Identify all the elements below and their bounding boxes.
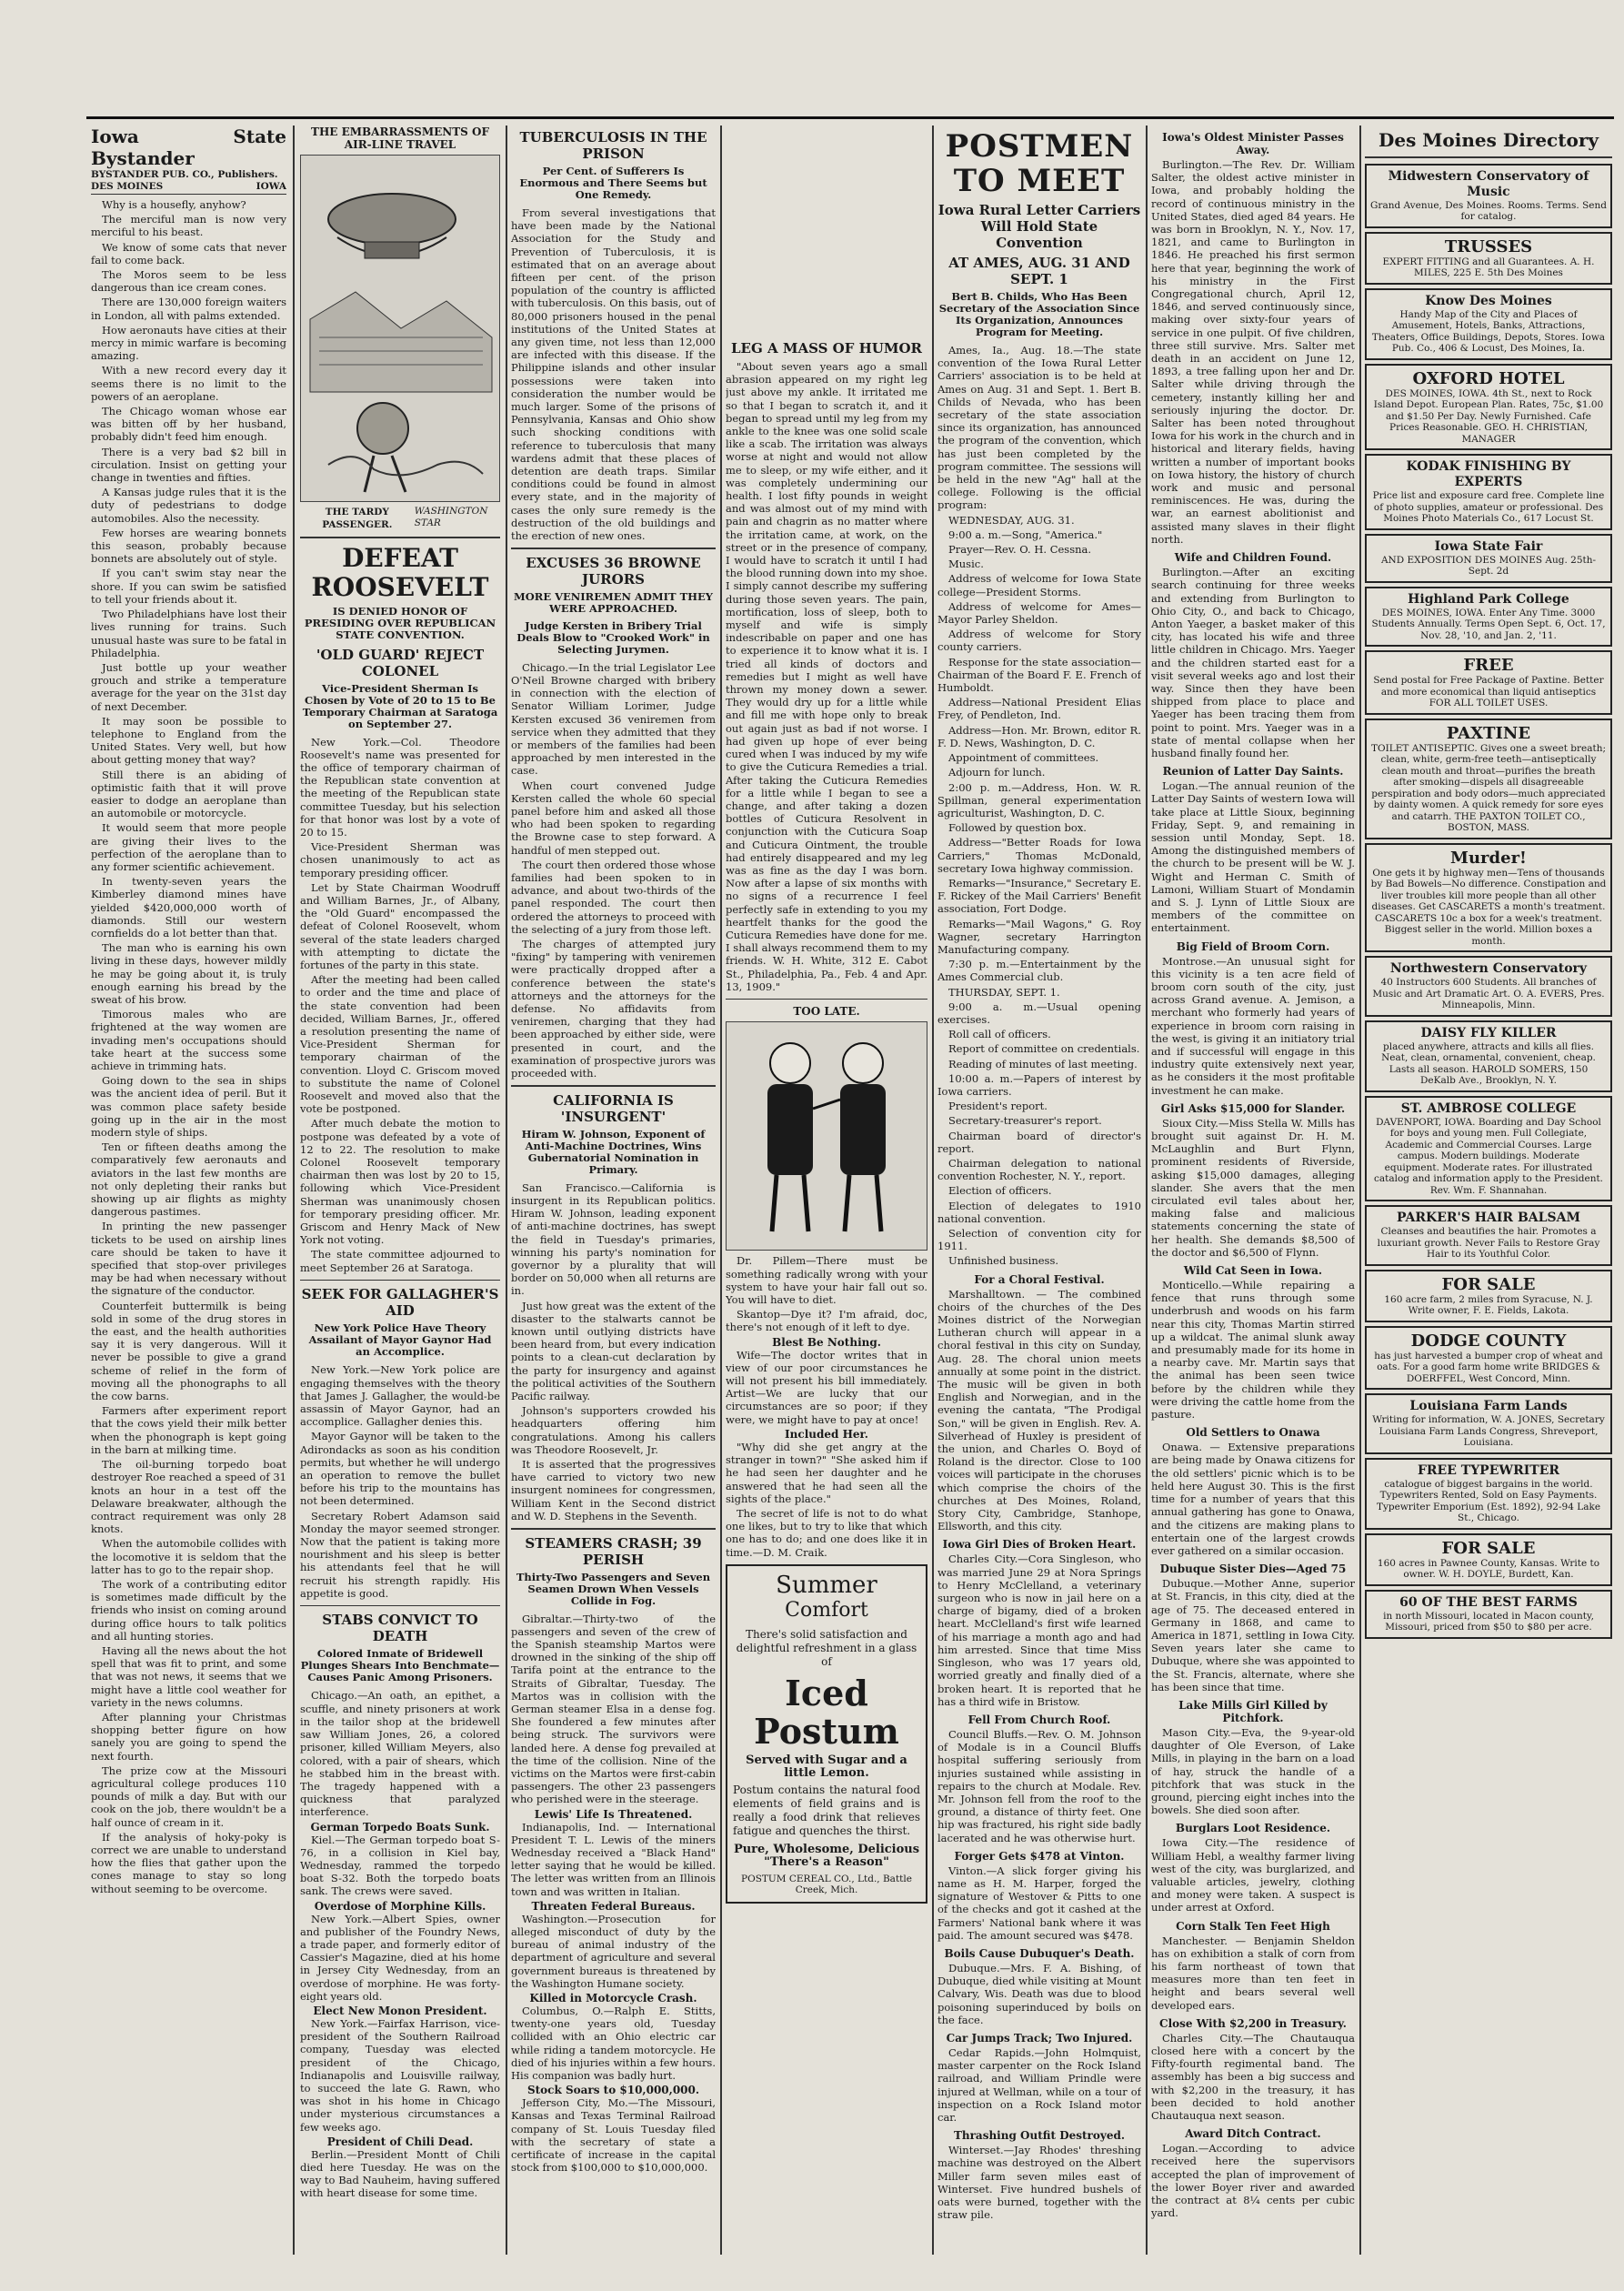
joke-text: "Why did she get angry at the stranger in town?" "She asked him if he had seen her daughter and he answered that he had seen all the sights of the place."	[726, 1440, 927, 1505]
ad-text: 160 acre farm, 2 miles from Syracuse, N. J. Write owner, F. E. Fields, Lakota.	[1384, 1293, 1593, 1316]
paragraph: Chicago.—An oath, an epithet, a scuffle, and ninety prisoners at work in the tailor shop at the bridewell saw William Jones, 26, a colored prisoner, killed William Meyers, also colored, with a pair of shears, which he stabbed him in the breast with. The tragedy happened with a quickness that paralyzed interference.	[300, 1689, 500, 1819]
column-rule	[506, 126, 507, 2255]
ad-text: catalogue of biggest bargains in the world. Typewriters Rented, Sold on Easy Payments. Typewriter Emporium (Est. 1892), 92-94 Lake St., Chicago.	[1376, 1478, 1601, 1523]
paragraph: The prize cow at the Missouri agricultural college produces 110 pounds of milk a day. But with our cook on the job, there wouldn't be a half ounce of cream in it.	[91, 1763, 286, 1829]
paragraph: There are 130,000 foreign waiters in London, all with palms extended.	[91, 296, 286, 322]
deck: Judge Kersten in Bribery Trial Deals Blow to "Crooked Work" in Selecting Jurymen.	[516, 618, 710, 656]
brief-text: Mason City.—Eva, the 9-year-old daughter of Ole Everson, of Lake Mills, in playing in the barn on a load of hay, struck the handle of a pitchfork that was stuck in the ground, piercing eight inches into the bowels. She died soon after.	[1151, 1725, 1355, 1817]
ad-text: 40 Instructors 600 Students. All branches of Music and Art Dramatic Art. O. A. EVERS, Pres. Minneapolis, Minn.	[1372, 977, 1605, 1010]
deck: Iowa Rural Letter Carriers Will Hold State Convention	[937, 202, 1141, 251]
ad-text: DAVENPORT, IOWA. Boarding and Day School for boys and young men. Full Collegiate, Academic and Commercial Courses. Large campus. Modern buildings. Moderate equipment. Moderate rates. For illustrated catalog and information apply to the President. Rev. Wm. F. Shannahan.	[1373, 1116, 1604, 1196]
brief-text: Burlington.—After an exciting search continuing for three weeks and extending from Burlington to Ohio City, O., and back to Chicago, Anton Yaeger, a basket maker of this city, has located his wife and three little children in Chicago. Mrs. Yaeger and the children started east for a visit several weeks ago and lost their way. Since then they have been shipped from place to place and Yaeger has been tracing them from point to point. Mrs. Yaeger was in a state of mental collapse when her husband finally found her.	[1151, 566, 1355, 759]
masthead: Iowa State Bystander	[91, 126, 286, 169]
brief-text: Columbus, O.—Ralph E. Stitts, twenty-one years old, Tuesday collided with an Ohio electric car while riding a tandem motorcycle. He died of his injuries within a few hours. His companion was badly hurt.	[511, 2005, 716, 2083]
brief-text: Iowa City.—The residence of William Hebl, a wealthy farmer living west of the city, was burglarized, and valuable articles, jewelry, clothing and money were taken. A suspect is under arrest at Oxford.	[1151, 1836, 1355, 1914]
paragraph: Still there is an abiding of optimistic faith that it will prove easier to dodge an aeroplane than an automobile or motorcycle.	[91, 768, 286, 820]
headline-leg-humor: LEG A MASS OF HUMOR	[731, 340, 922, 357]
paragraph: A Kansas judge rules that it is the duty of pedestrians to dodge automobiles. Also the necessity.	[91, 486, 286, 525]
paragraph: 2:00 p. m.—Address, Hon. W. R. Spillman, general experimentation agriculturist, Washington, D. C.	[937, 780, 1141, 819]
brief-text: Vinton.—A slick forger giving his name as H. M. Harper, forged the signature of Westover & Pitts to one of the checks and got it cashed at the Farmers' National bank where it was paid. The amount secured was $478.	[937, 1864, 1141, 1942]
paragraph: Election of officers.	[948, 1184, 1052, 1198]
paragraph: The court then ordered those whose families had been spoken to in advance, and about two-thirds of the panel responded. The court then ordered the attorneys to proceed with the selecting of a jury from those left.	[511, 858, 716, 936]
paragraph: Reading of minutes of last meeting.	[948, 1057, 1138, 1070]
directory-ads	[1365, 164, 1612, 1639]
paragraph: 10:00 a. m.—Papers of interest by Iowa carriers.	[937, 1071, 1141, 1098]
paragraph: The Moros seem to be less dangerous than ice cream cones.	[91, 268, 286, 295]
brief-head: Overdose of Morphine Kills.	[314, 1899, 486, 1913]
brief-head: Iowa's Oldest Minister Passes Away.	[1162, 131, 1344, 156]
column-five	[937, 126, 1141, 2255]
deck: Thirty-Two Passengers and Seven Seamen Drown When Vessels Collide in Fog.	[516, 1570, 711, 1607]
paragraph: President's report.	[948, 1100, 1048, 1113]
paragraph: Timorous males who are frightened at the way women are invading men's occupations should take heart at the success some achieve in trimming hats.	[91, 1008, 286, 1072]
joke-text: Wife—The doctor writes that in view of our poor circumstances he will not present his bill immediately. Artist—We are lucky that our circumstances are so poor; if they were, we might have to pay at once!	[726, 1348, 927, 1426]
paragraph: Just bottle up your weather grouch and strike a temperature average for the year on the 31st day of next December.	[91, 660, 286, 713]
directory-ad	[1365, 1533, 1612, 1586]
paragraph: Followed by question box.	[948, 821, 1087, 835]
paragraph: 9:00 a. m.—Usual opening exercises.	[937, 1000, 1141, 1026]
paragraph: Election of delegates to 1910 national convention.	[937, 1199, 1141, 1225]
ad-text: in north Missouri, located in Macon county, Missouri, priced from $50 to $80 per acre.	[1383, 1610, 1594, 1633]
ad-text: 160 acres in Pawnee County, Kansas. Write to owner. W. H. DOYLE, Burdett, Kan.	[1377, 1557, 1600, 1580]
paragraph: When the automobile collides with the locomotive it is seldom that the latter has to go to the repair shop.	[91, 1537, 286, 1576]
paragraph: Address of welcome for Story county carriers.	[937, 628, 1141, 654]
directory-ad	[1365, 1205, 1612, 1266]
paragraph: How aeronauts have cities at their mercy in mimic warfare is becoming amazing.	[91, 323, 286, 363]
subhead: 'OLD GUARD' REJECT COLONEL	[316, 646, 485, 679]
brief-text: Council Bluffs.—Rev. O. M. Johnson of Modale is in a Council Bluffs hospital suffering seriously from injuries sustained while assisting in repairs to the church at Modale. Rev. Mr. Johnson fell from the roof to the ground, a distance of thirty feet. One hip was fractured, his right side badly lacerated and he was otherwise hurt.	[937, 1727, 1141, 1844]
ad-text: placed anywhere, attracts and kills all flies. Neat, clean, ornamental, convenient, cheap. Lasts all season. HAROLD SOMERS, 150 DeKalb Ave., Brooklyn, N. Y.	[1381, 1040, 1596, 1086]
ad-heading: 60 OF THE BEST FARMS	[1399, 1594, 1578, 1610]
headline-california: CALIFORNIA IS 'INSURGENT'	[553, 1091, 674, 1125]
brief-head: Corn Stalk Ten Feet High	[1176, 1919, 1330, 1933]
article-body: From several investigations that have been made by the National Association for the Study and Prevention of Tuberculosis, it is estimated that on an average about fifteen per cent. of the prison population of the country is afflicted with tuberculosis. On this basis, out of 80,000 prisoners housed in the penal institutions of the United States at any given time, not less than 12,000 are infected with this disease. If the Philippine islands and other insular possessions were taken into consideration the number would be much larger. Some of the prisons of Pennsylvania, Kansas and Ohio show such shocking conditions with reference to tuberculosis that many wardens admit that these places of detention are death traps. Similar conditions could be found in almost every state, and in the majority of cases the only sure remedy is the destruction of the old buildings and the erection of new ones.	[511, 206, 716, 543]
brief-head: Big Field of Broom Corn.	[1176, 940, 1330, 953]
directory-ad	[1365, 164, 1612, 228]
brief-text: Onawa. — Extensive preparations are being made by Onawa citizens for the old settlers' picnic which is to be held here August 30. This is the first time for a number of years that this annual gathering has gone to Onawa, and the citizens are making plans to entertain one of the largest crowds ever gathered on a similar occasion.	[1151, 1441, 1355, 1557]
column-directory	[1365, 126, 1612, 2255]
paragraph: Farmers after experiment report that the cows yield their milk better when the phonograph is kept going in the barn at milking time.	[91, 1404, 286, 1456]
paragraph: Unfinished business.	[948, 1254, 1059, 1268]
paragraph: THURSDAY, SEPT. 1.	[948, 985, 1060, 999]
ad-text: Handy Map of the City and Places of Amusement, Hotels, Banks, Attractions, Theaters, Office Buildings, Depots, Stores. Iowa Pub. Co., 406 & Locust, Des Moines, Ia.	[1371, 308, 1606, 354]
ad-heading: FOR SALE	[1441, 1274, 1536, 1294]
brief-text: Marshalltown. — The combined choirs of the churches of the Des Moines district of the Norwegian Lutheran church will appear in a choral festival in this city on Sunday, Aug. 28. The choral union meets annually at some point in the district. The music will be given in both English and Norwegian, and in the evening the cantata, "The Prodigal Son," will be given in English. Rev. A. Silverhead of Huxley is president of the union, and Charles O. Boyd of Roland is the director. Close to 100 voices will participate in the choruses which comprise the choirs of the churches at Des Moines, Roland, Story City, Cambridge, Stanhope, Ellsworth, and this city.	[937, 1287, 1141, 1533]
paragraph: Vice-President Sherman was chosen unanimously to act as temporary presiding officer.	[300, 840, 500, 879]
column-three	[511, 126, 716, 2255]
ad-heading: Murder!	[1450, 848, 1527, 868]
paragraph: Response for the state association—Chairman of the Board F. E. French of Humboldt.	[937, 655, 1141, 695]
paragraph: It is asserted that the progressives have carried to victory two new insurgent nominees for congressmen, William Kent in the Second district and W. D. Stephens in the Seventh.	[511, 1458, 716, 1522]
brief-head: President of Chili Dead.	[326, 2135, 474, 2148]
brief-head: Forger Gets $478 at Vinton.	[954, 1849, 1125, 1863]
ad-text: Writing for information, W. A. JONES, Secretary Louisiana Farm Lands Congress, Shreveport, Louisiana.	[1372, 1414, 1605, 1448]
brief-text: Kiel.—The German torpedo boat S-76, in a collision in Kiel bay, Wednesday, rammed the torpedo boat S-32. Both the torpedo boats sank. The crews were saved.	[300, 1833, 500, 1898]
paragraph: Address of welcome for Ames—Mayor Parley Sheldon.	[937, 599, 1141, 627]
paragraph: Adjourn for lunch.	[948, 766, 1046, 779]
paragraph: The man who is earning his own living in these days, however mildly he may be going about it, is truly enough earning his bread by the sweat of his brow.	[91, 941, 286, 1006]
article-body	[511, 1181, 716, 1522]
brief-head: Fell From Church Roof.	[967, 1713, 1111, 1726]
ad-heading: OXFORD HOTEL	[1412, 368, 1565, 388]
brief-head: Close With $2,200 in Treasury.	[1159, 2016, 1347, 2030]
brief-text: Charles City.—Cora Singleson, who was married June 29 at Nora Springs to Henry McClelland, a veterinary surgeon who is now in jail here on a charge of bigamy, died of a broken heart. McClelland's first wife learned of his marriage a month ago and had him arrested. Since that time Miss Singleson, who was 17 years old, worried greatly and finally died of a broken heart. It is reported that he has a third wife in Bristow.	[937, 1552, 1141, 1708]
column-four	[726, 337, 927, 2255]
column-editorial	[91, 126, 286, 2255]
ad-text: TOILET ANTISEPTIC. Gives one a sweet breath; clean, white, germ-free teeth—antiseptically clean mouth and throat—purifies the breath after smoking—dispels all disagreeable perspiration and body odors—much appreciated by dainty women. A quick remedy for sore eyes and catarrh. THE PAXTON TOILET CO., BOSTON, MASS.	[1370, 742, 1606, 833]
brief-head: Stock Soars to $10,000,000.	[526, 2084, 700, 2097]
brief-head: Boils Cause Dubuquer's Death.	[944, 1946, 1135, 1960]
headline-tuberculosis: TUBERCULOSIS IN THE PRISON	[519, 129, 707, 162]
deck: Per Cent. of Sufferers Is Enormous and There Seems but One Remedy.	[519, 165, 707, 201]
brief-head: Lewis' Life Is Threatened.	[534, 1807, 693, 1821]
paragraph: Just how great was the extent of the disaster to the stalwarts cannot be known until outlying districts have been heard from, but every indication points to a clean-cut declaration by the party for insurgency and against the political activities of the Southern Pacific railway.	[511, 1299, 716, 1403]
brief-text: Logan.—The annual reunion of the Latter Day Saints of western Iowa will take place at Little Sioux, beginning Friday, Sept. 9, and remaining in session until Monday, Sept. 18. Among the distinguished members of the church to be present will be W. J. Wight and Herman C. Smith of Lamoni, William Stuart of Mondamin and S. J. Lynn of Little Sioux are members of the committee on entertainment.	[1151, 779, 1355, 935]
directory-heading: Des Moines Directory	[1378, 129, 1599, 151]
cartoon-caption: THE TARDY PASSENGER.	[322, 507, 393, 530]
quote-text: The secret of life is not to do what one likes, but to try to like that which one has to do; and one does like it in time.—D. M. Craik.	[726, 1506, 927, 1559]
brief-head: Threaten Federal Bureaus.	[531, 1899, 696, 1913]
paragraph: In printing the new passenger tickets to be used on airship lines care should be taken to have it specified that stop-over privileges may be had when necessary without the signature of the conductor.	[91, 1220, 286, 1298]
article-body	[511, 661, 716, 1080]
brief-head: Reunion of Latter Day Saints.	[1162, 765, 1344, 779]
brief-text: Burlington.—The Rev. Dr. William Salter, the oldest active minister in Iowa, and probably holding the record of continuous ministry in the United States, died aged 84 years. He was born in Brooklyn, N. Y., Nov. 17, 1821, and came to Burlington in 1846. He preached his first sermon here that year, beginning the work of his ministry in the First Congregational church, April 12, 1846, and served continuously since, making over sixty-four years of service in one pulpit. Of five children, three still survive. Mrs. Salter met death in an accident on June 12, 1893, a tree falling upon her and Dr. Salter while driving through the cemetery, instantly killing her and seriously injuring the doctor. Dr. Salter has been noted throughout Iowa for his work in the church and in historical and literary fields, having written a number of important books on Iowa history, the history of church work and music and personal reminiscences. He was, during the war, an earnest abolitionist and assisted many slaves in their flight north.	[1151, 158, 1355, 546]
ad-heading: PAXTINE	[1446, 723, 1531, 743]
paragraph: Why is a housefly, anyhow?	[102, 198, 246, 211]
brief-head: Killed in Motorcycle Crash.	[529, 1992, 697, 2005]
ad-text: One gets it by highway men—Tens of thousands by Bad Bowels—No difference. Constipation and liver troubles kill more people than all other diseases. Get CASCARETS a month's treatment. CASCARETS 10c a box for a week's treatment. Biggest seller in the world. Million boxes a month.	[1370, 867, 1607, 947]
paragraph: The merciful man is now very merciful to his beast.	[91, 213, 286, 239]
ad-heading: Highland Park College	[1408, 591, 1569, 607]
deck: IS DENIED HONOR OF PRESIDING OVER REPUBLICAN STATE CONVENTION.	[304, 604, 496, 641]
deck: Vice-President Sherman Is Chosen by Vote of 20 to 15 to Be Temporary Chairman at Saratoga on September 27.	[302, 681, 498, 730]
brief-text: Washington.—Prosecution for alleged misconduct of duty by the bureau of animal industry of the department of agriculture and several government bureaus is threatened by the Washington Humane society.	[511, 1912, 716, 1990]
ad-heading: DODGE COUNTY	[1410, 1331, 1567, 1351]
paragraph: 9:00 a. m.—Song, "America."	[948, 528, 1103, 541]
directory-ad	[1365, 1590, 1612, 1639]
editorial-paragraphs	[91, 198, 286, 1895]
paragraph: Prayer—Rev. O. H. Cessna.	[948, 543, 1092, 557]
ad-heading: FOR SALE	[1441, 1538, 1536, 1558]
ad-heading: Louisiana Farm Lands	[1409, 1399, 1568, 1413]
brief-head: Thrashing Outfit Destroyed.	[953, 2129, 1126, 2143]
paragraph: Counterfeit buttermilk is being sold in some of the drug stores in the east, and the health authorities say it is very dangerous. Will it never be possible to give a grand scheme of relief in the form of moving all the phonographs to all the cow barns.	[91, 1299, 286, 1403]
ad-text: Grand Avenue, Des Moines. Rooms. Terms. Send for catalog.	[1370, 199, 1607, 222]
paragraph: Having all the news about the hot spell that was fit to print, and some that was not news, it seems that we might have a little cool weather for variety in the news columns.	[91, 1643, 286, 1709]
ad-heading: Midwestern Conservatory of Music	[1388, 168, 1589, 199]
joke-head: Included Her.	[785, 1427, 868, 1441]
state: IOWA	[256, 180, 286, 192]
paragraph: Appointment of committees.	[948, 751, 1099, 765]
too-late-cartoon	[726, 1021, 927, 1251]
column-six	[1151, 126, 1355, 2255]
paragraph: Chairman board of director's report.	[937, 1129, 1141, 1155]
paragraph: New York.—New York police are engaging themselves with the theory that James J. Gallagher, the would-be assassin of Mayor Gaynor, had an accomplice. Gallagher denies this.	[300, 1363, 500, 1429]
brief-text: Logan.—According to advice received here the supervisors accepted the plan of improvement of the lower Boyer river and awarded the contract at 8¼ cents per cubic yard.	[1151, 2142, 1355, 2220]
brief-text: Montrose.—An unusual sight for this vicinity is a ten acre field of broom corn south of the city, just across Grand avenue. A. Jemison, a merchant who formerly had years of experience in broom corn raising in the west, is giving it an initiatory trial and if successful will engage in this industry quite extensively next year, as he considers it the most profitable investment he can make.	[1151, 954, 1355, 1097]
deck: AT AMES, AUG. 31 AND SEPT. 1	[948, 255, 1130, 287]
paragraph: The oil-burning torpedo boat destroyer Roe reached a speed of 31 knots an hour in a test off the Delaware breakwater, although the contract requirement was only 28 knots.	[91, 1458, 286, 1536]
brief-head: For a Choral Festival.	[974, 1272, 1105, 1286]
headline-gallagher: SEEK FOR GALLAGHER'S AID	[301, 1286, 499, 1320]
testimonial-text: "About seven years ago a small abrasion appeared on my right leg just above my ankle. It irritated me so that I began to scratch it, and it began to spread until my leg from my ankle to the knee was one solid scale like a scab. The irritation was always worse at night and would not allow me to sleep, or my wife either, and it was completely undermining our health. I lost fifty pounds in weight and was almost out of my mind with pain and chagrin as no matter where the irritation came, at work, on the street or in the presence of company, I would have to scratch it until I had the blood running down into my shoe. I simply cannot describe my suffering during those seven years. The pain, mortification, loss of sleep, both to myself and wife is simply indescribable on paper and one has to experience it to know what it is. I tried all kinds of doctors and remedies but I might as well have thrown my money down a sewer. They would dry up for a little while and fill me with hope only to break out again just as bad if not worse. I had given up hope of ever being cured when I was induced by my wife to give the Cuticura Remedies a trial. After taking the Cuticura Remedies for a little while I began to see a change, and after taking a dozen bottles of Cuticura Resolvent in conjunction with the Cuticura Soap and Cuticura Ointment, the trouble had entirely disappeared and my leg was as fine as the day I was born. Now after a lapse of six months with no signs of a recurrence I feel perfectly safe in extending to you my heartfelt thanks for the good the Cuticura Remedies have done for me. I shall always recommend them to my friends. W. H. White, 312 E. Cabot St., Philadelphia, Pa., Feb. 4 and Apr. 13, 1909."	[726, 360, 927, 993]
paragraph: New York.—Col. Theodore Roosevelt's name was presented for the office of temporary chairman of the Republican state convention at the meeting of the Republican state committee Tuesday, but his selection for that honor was lost by a vote of 20 to 15.	[300, 735, 500, 839]
directory-ad	[1365, 587, 1612, 648]
directory-ad	[1365, 843, 1612, 953]
ad-text: DES MOINES, IOWA. 4th St., next to Rock Island Depot. European Plan. Rates, 75c, $1.00 and $1.50 Per Day. Newly Furnished. Cafe Prices Reasonable. GEO. H. CHRISTIAN, MANAGER	[1373, 387, 1604, 445]
directory-ad	[1365, 1393, 1612, 1454]
directory-ad	[1365, 288, 1612, 360]
directory-ad	[1365, 454, 1612, 530]
joke-head: Blest Be Nothing.	[772, 1335, 881, 1349]
paragraph: When court convened Judge Kersten called the whole 60 special panel before him and asked all those who had been spoken to regarding the Browne case to step forward. A handful of men stepped out.	[511, 779, 716, 857]
directory-ad	[1365, 534, 1612, 583]
cartoon-credit: WASHINGTON STAR	[414, 506, 488, 528]
headline-stabs-convict: STABS CONVICT TO DEATH	[322, 1612, 478, 1645]
deck: Bert B. Childs, Who Has Been Secretary of the Association Since Its Organization, Announces Program for Meeting.	[938, 290, 1140, 338]
ad-heading: Iowa State Fair	[1434, 538, 1543, 554]
brief-text: Dubuque.—Mrs. F. A. Bishing, of Dubuque, died while visiting at Mount Calvary, Wis. Death was due to blood poisoning superinduced by boils on the face.	[937, 1961, 1141, 2026]
article-body: Gibraltar.—Thirty-two of the passengers and seven of the crew of the Spanish steamship Martos were drowned in the sinking of the ship off Tarifa point at the entrance to the Straits of Gibraltar, Tuesday. The Martos was in collision with the German steamer Elsa in a dense fog. She foundered a few minutes after being struck. The survivors were landed here. A dense fog prevailed at the time of the collision. Nine of the victims on the Martos were first-cabin passengers. The other 23 passengers who perished were in the steerage.	[511, 1612, 716, 1806]
paragraph: Going down to the sea in ships was the ancient idea of peril. But it was common place safety beside going up in the air in the most modern style of ships.	[91, 1074, 286, 1140]
paragraph: There is a very bad $2 bill in circulation. Insist on getting your change in twenties and fifties.	[91, 445, 286, 485]
ad-heading: PARKER'S HAIR BALSAM	[1397, 1211, 1580, 1225]
brief-head: German Torpedo Boats Sunk.	[310, 1820, 490, 1834]
brief-text: Cedar Rapids.—John Holmquist, master carpenter on the Rock Island railroad, and William Prindle were injured at Wellman, while on a tour of inspection on a Rock Island motor car.	[937, 2045, 1141, 2124]
deck: Hiram W. Johnson, Exponent of Anti-Machine Doctrines, Wins Gubernatorial Nomination in Primary.	[521, 1127, 706, 1176]
column-rule	[1359, 126, 1361, 2255]
directory-ad	[1365, 1096, 1612, 1202]
paragraph: With a new record every day it seems there is no limit to the powers of an aeroplane.	[91, 364, 286, 403]
iowa-briefs	[937, 1273, 1141, 2222]
paragraph: Address—Hon. Mr. Brown, editor R. F. D. News, Washington, D. C.	[937, 723, 1141, 749]
paragraph: The Chicago woman whose ear was bitten off by her husband, probably didn't feed him enough.	[91, 405, 286, 444]
postum-ad: Summer Comfort There's solid satisfaction and delightful refreshment in a glass of Iced Postum Served with Sugar and a little Lemon. Postum contains the natural food elements of field grains and is really a food drink that relieves fatigue and quenches the thirst. Pure, Wholesome, Delicious "There's a Reason" POSTUM CEREAL CO., Ltd., Battle Creek, Mich.	[726, 1564, 927, 1904]
doctor-illustration	[727, 1022, 927, 1250]
brief-head: Wife and Children Found.	[1174, 551, 1332, 565]
directory-ad	[1365, 364, 1612, 451]
brief-text: Dubuque.—Mother Anne, superior at St. Francis, in this city, died at the age of 75. The deceased entered in Germany in 1868, and came to America in 1871, settling in Iowa City. Seven years later she came to Dubuque, where she was appointed to the St. Francis, alternate, where she has been since that time.	[1151, 1577, 1355, 1693]
paragraph: Let by State Chairman Woodruff and William Barnes, Jr., of Albany, the "Old Guard" encompassed the defeat of Colonel Roosevelt, whom several of the state leaders charged with attempting to dictate the fortunes of the party in this state.	[300, 880, 500, 971]
paragraph: After planning your Christmas shopping better figure on how sanely you are going to spend the next fourth.	[91, 1710, 286, 1763]
paragraph: Remarks—"Insurance," Secretary E. F. Rickey of the Mail Carriers' Benefit association, Fort Dodge.	[937, 876, 1141, 916]
paragraph: Johnson's supporters crowded his headquarters offering him congratulations. Among his callers was Theodore Roosevelt, Jr.	[511, 1404, 716, 1456]
iowa-briefs	[1151, 131, 1355, 2219]
ad-heading: FREE	[1463, 656, 1514, 675]
headline-defeat-roosevelt: DEFEAT ROOSEVELT	[311, 542, 489, 602]
brief-text: Berlin.—President Montt of Chili died here Tuesday. He was on the way to Bad Nauheim, having suffered with heart disease for some time.	[300, 2147, 500, 2200]
paragraph: If the analysis of hoky-poky is correct we are unable to understand how the flies that gather upon the cones manage to stay so long without seeming to be overcome.	[91, 1830, 286, 1895]
brief-head: Car Jumps Track; Two Injured.	[946, 2031, 1133, 2045]
brief-head: Award Ditch Contract.	[1185, 2127, 1321, 2141]
paragraph: Chairman delegation to national convention Rochester, N. Y., report.	[937, 1156, 1141, 1183]
article-body	[300, 736, 500, 1274]
directory-ad	[1365, 232, 1612, 285]
brief-head: Wild Cat Seen in Iowa.	[1183, 1264, 1323, 1278]
brief-head: Elect New Monon President.	[313, 2004, 487, 2017]
headline-browne-jurors: EXCUSES 36 BROWNE JURORS	[526, 554, 701, 588]
paragraph: San Francisco.—California is insurgent in its Republican politics. Hiram W. Johnson, leading exponent of anti-machine doctrines, has swept the field in Tuesday's primaries, winning his party's nomination for governor by a plurality that will border on 50,000 when all returns are in.	[511, 1181, 716, 1298]
directory-ad	[1365, 650, 1612, 715]
paragraph: Few horses are wearing bonnets this season, probably because bonnets are absolutely out of style.	[91, 526, 286, 566]
paragraph: Address of welcome for Iowa State college—President Storms.	[937, 572, 1141, 598]
brief-text: New York.—Fairfax Harrison, vice-president of the Southern Railroad company, Tuesday was elected president of the Chicago, Indianapolis and Louisville railway, to succeed the late G. Rawn, who was shot in his home in Chicago under mysterious circumstances a few weeks ago.	[300, 2016, 500, 2134]
brief-text: Indianapolis, Ind. — International President T. L. Lewis of the miners Wednesday received a "Black Hand" letter saying that he would be killed. The letter was written from an Illinois town and was written in Italian.	[511, 1820, 716, 1898]
airship-illustration	[301, 156, 499, 501]
brief-text: Monticello.—While repairing a fence that runs through some underbrush and woods on his farm near this city, Thomas Martin stirred up a wildcat. The animal slunk away and presumably made for its home in a nearby cave. Mr. Martin says that the animal has been seen twice before by the children while they were driving the cattle home from the pasture.	[1151, 1279, 1355, 1422]
ad-heading: FREE TYPEWRITER	[1417, 1462, 1560, 1478]
paragraph: Mayor Gaynor will be taken to the Adirondacks as soon as his condition permits, but whether he will undergo an operation to remove the bullet before his trip to the mountains has not been determined.	[300, 1430, 500, 1508]
city: DES MOINES	[91, 180, 164, 192]
paragraph: Roll call of officers.	[948, 1028, 1051, 1041]
paragraph: Ten or fifteen deaths among the comparatively few aeronauts and aviators in the last few months are not only depleting their ranks but showing up air flights as mighty dangerous pastimes.	[91, 1140, 286, 1219]
directory-ad	[1365, 1326, 1612, 1391]
ad-heading: ST. AMBROSE COLLEGE	[1400, 1100, 1577, 1116]
paragraph: Secretary-treasurer's report.	[948, 1114, 1102, 1128]
paragraph: Report of committee on credentials.	[948, 1042, 1140, 1056]
column-rule	[720, 126, 722, 2255]
column-rule	[932, 126, 934, 2255]
directory-ad	[1365, 1020, 1612, 1092]
ad-text: Price list and exposure card free. Complete line of photo supplies, amateur or professional. Des Moines Photo Materials Co., 617 Locust St.	[1372, 490, 1605, 524]
ad-heading: KODAK FINISHING BY EXPERTS	[1406, 459, 1571, 489]
cartoon-title: THE EMBARRASSMENTS OF AIR-LINE TRAVEL	[311, 126, 489, 151]
headline-postmen: POSTMEN TO MEET	[945, 128, 1134, 199]
paragraph: WEDNESDAY, AUG. 31.	[948, 513, 1075, 527]
paragraph: The work of a contributing editor is sometimes made difficult by the friends who insist on coming around during office hours to talk politics and all hunting stories.	[91, 1577, 286, 1643]
brief-head: Old Settlers to Onawa	[1186, 1426, 1320, 1440]
paragraph: After much debate the motion to postpone was defeated by a vote of 12 to 22. The resolution to make Colonel Roosevelt temporary chairman then was lost by 20 to 15, following which Vice-President Sherman was unanimously chosen for temporary presiding officer. Mr. Griscom and Henry Mack of New York not voting.	[300, 1117, 500, 1247]
ad-text: Cleanses and beautifies the hair. Promotes a luxuriant growth. Never Fails to Restore Gray Hair to its Youthful Color.	[1377, 1226, 1600, 1260]
paragraph: Address—"Better Roads for Iowa Carriers," Thomas McDonald, secretary Iowa highway commission.	[937, 836, 1141, 875]
ad-heading: DAISY FLY KILLER	[1420, 1025, 1557, 1040]
paragraph: Selection of convention city for 1911.	[937, 1227, 1141, 1253]
paragraph: We know of some cats that never fail to come back.	[91, 240, 286, 266]
paragraph: It would seem that more people are giving their lives to the perfection of the aeroplane than to any former scientific achievement.	[91, 821, 286, 873]
ad-text: EXPERT FITTING and all Guarantees. A. H. MILES, 225 E. 5th Des Moines	[1382, 256, 1595, 278]
ad-text: Send postal for Free Package of Paxtine. Better and more economical than liquid antiseptics FOR ALL TOILET USES.	[1373, 675, 1604, 708]
brief-text: Charles City.—The Chautauqua closed here with a concert by the Fifty-fourth regimental band. The assembly has been a big success and with $2,200 in the treasury, it has been decided to hold another Chautauqua next season.	[1151, 2031, 1355, 2123]
deck: Colored Inmate of Bridewell Plunges Shears Into Benchmate—Causes Panic Among Prisoners.	[300, 1647, 500, 1684]
brief-text: Jefferson City, Mo.—The Missouri, Kansas and Texas Terminal Railroad company of St. Louis Tuesday filed with the secretary of state a certificate of increase in the capital stock from $100,000 to $10,000,000.	[511, 2096, 716, 2175]
brief-text: Sioux City.—Miss Stella W. Mills has brought suit against Dr. H. M. McLaughlin and Burt Flynn, prominent residents of Riverside, asking $15,000 damages, alleging slander. She avers that the men circulated evil tales about her, making false and malicious statements concerning the state of her health. She demands $8,500 of the doctor and $6,500 of Flynn.	[1151, 1116, 1355, 1259]
cartoon-dialogue: Dr. Pillem—There must be something radically wrong with your system to have your hair fall out so. You will have to diet.	[726, 1254, 927, 1307]
brief-head: Dubuque Sister Dies—Aged 75	[1159, 1563, 1347, 1576]
paragraph: If you can't swim stay near the shore. If you can swim be satisfied to tell your friends about it.	[91, 567, 286, 606]
ad-text: DES MOINES, IOWA. Enter Any Time. 3000 Students Annually. Terms Open Sept. 6, Oct. 17, Nov. 28, '10, and Jan. 2, '11.	[1371, 607, 1606, 641]
ad-heading: Northwestern Conservatory	[1389, 961, 1588, 976]
column-rule	[1146, 126, 1148, 2255]
paragraph: The state committee adjourned to meet September 26 at Saratoga.	[300, 1248, 500, 1274]
column-two	[300, 126, 500, 2255]
brief-text: Winterset.—Jay Rhodes' threshing machine was destroyed on the Albert Miller farm seven miles east of Winterset. Five hundred bushels of oats were burned, together with the straw pile.	[937, 2144, 1141, 2222]
directory-ad	[1365, 956, 1612, 1017]
airline-cartoon	[300, 155, 500, 502]
top-rule	[86, 116, 1614, 119]
paragraph: After the meeting had been called to order and the time and place of the state convention had been decided, William Barnes, Jr., offered a resolution presenting the name of Vice-President Sherman for temporary chairman of the convention. Lloyd C. Griscom moved to substitute the name of Colonel Roosevelt and moved also that the vote be postponed.	[300, 973, 500, 1116]
deck: MORE VENIREMEN ADMIT THEY WERE APPROACHED.	[514, 589, 713, 615]
paragraph: Music.	[948, 558, 984, 571]
paragraph: 7:30 p. m.—Entertainment by the Ames Commercial club.	[937, 958, 1141, 984]
paragraph: In twenty-seven years the Kimberley diamond mines have yielded $420,000,000 worth of diamonds. Still our western cornfields do a lot better than that.	[91, 875, 286, 940]
paragraph: Secretary Robert Adamson said Monday the mayor seemed stronger. Now that the patient is taking more nourishment and his sleep is better his attendants feel that he will recruit his strength rapidly. His appetite is good.	[300, 1509, 500, 1600]
ad-heading: TRUSSES	[1444, 236, 1533, 256]
article-body	[300, 1689, 500, 1818]
paragraph: Remarks—"Mail Wagons," G. Roy Wagner, secretary Harrington Manufacturing company.	[937, 917, 1141, 956]
brief-head: Burglars Loot Residence.	[1175, 1822, 1331, 1835]
headline-steamers: STEAMERS CRASH; 39 PERISH	[525, 1534, 702, 1568]
paragraph: The charges of attempted jury "fixing" by tampering with veniremen were practically dropped after a conference between the state's attorneys and the attorneys for the defense. No affidavits from veniremen, charging that they had been approached by either side, were presented in court, and the examination of prospective jurors was proceeded with.	[511, 938, 716, 1080]
paragraph: It may soon be possible to telephone to England from the United States. Very well, but how about getting money that way?	[91, 714, 286, 767]
program-list	[937, 344, 1141, 1268]
dateline	[91, 181, 286, 196]
publisher-line: BYSTANDER PUB. CO., Publishers.	[91, 169, 278, 180]
cartoon-dialogue: Skantop—Dye it? I'm afraid, doc, there's not enough of it left to dye.	[726, 1308, 927, 1334]
brief-head: Lake Mills Girl Killed by Pitchfork.	[1178, 1698, 1328, 1724]
paragraph: Ames, Ia., Aug. 18.—The state convention of the Iowa Rural Letter Carriers' association is to be held at Ames on Aug. 31 and Sept. 1. Bert B. Childs of Nevada, who has been secretary of the state association since its organization, has announced the program of the convention, which has just been completed by the program committee. The sessions will be held in the new "Ag" hall at the college. Following is the official program:	[937, 344, 1141, 512]
paragraph: Address—National President Elias Frey, of Pendleton, Ind.	[937, 696, 1141, 722]
directory-ad	[1365, 718, 1612, 839]
column-rule	[293, 126, 295, 2255]
deck: New York Police Have Theory Assailant of Mayor Gaynor Had an Accomplice.	[308, 1321, 492, 1359]
article-body	[300, 1363, 500, 1600]
brief-text: Manchester. — Benjamin Sheldon has on exhibition a stalk of corn from his farm northeast of town that measures more than ten feet in height and bears several well developed ears.	[1151, 1934, 1355, 2012]
ad-text: has just harvested a bumper crop of wheat and oats. For a good farm home write BRIDGES & DOERFFEL, West Concord, Minn.	[1374, 1350, 1603, 1384]
brief-text: New York.—Albert Spies, owner and publisher of the Foundry News, a trade paper, and formerly editor of Cassier's Magazine, died at his home in Jersey City Wednesday, from an overdose of morphine. He was forty-eight years old.	[300, 1912, 500, 2003]
paragraph: Chicago.—In the trial Legislator Lee O'Neil Browne charged with bribery in connection with the election of Senator William Lorimer, Judge Kersten excused 36 veniremen from service when they admitted that they or members of the families had been approached by men interested in the case.	[511, 660, 716, 778]
directory-ad	[1365, 1270, 1612, 1322]
cartoon-title: TOO LATE.	[793, 1005, 860, 1019]
paragraph: Two Philadelphians have lost their lives running for trains. Such unusual haste was sure to be fatal in Philadelphia.	[91, 608, 286, 659]
ad-heading: Know Des Moines	[1425, 293, 1552, 308]
brief-head: Girl Asks $15,000 for Slander.	[1160, 1101, 1346, 1115]
ad-text: AND EXPOSITION DES MOINES Aug. 25th-Sept. 2d	[1380, 554, 1597, 577]
brief-head: Iowa Girl Dies of Broken Heart.	[942, 1538, 1137, 1552]
directory-ad	[1365, 1458, 1612, 1530]
